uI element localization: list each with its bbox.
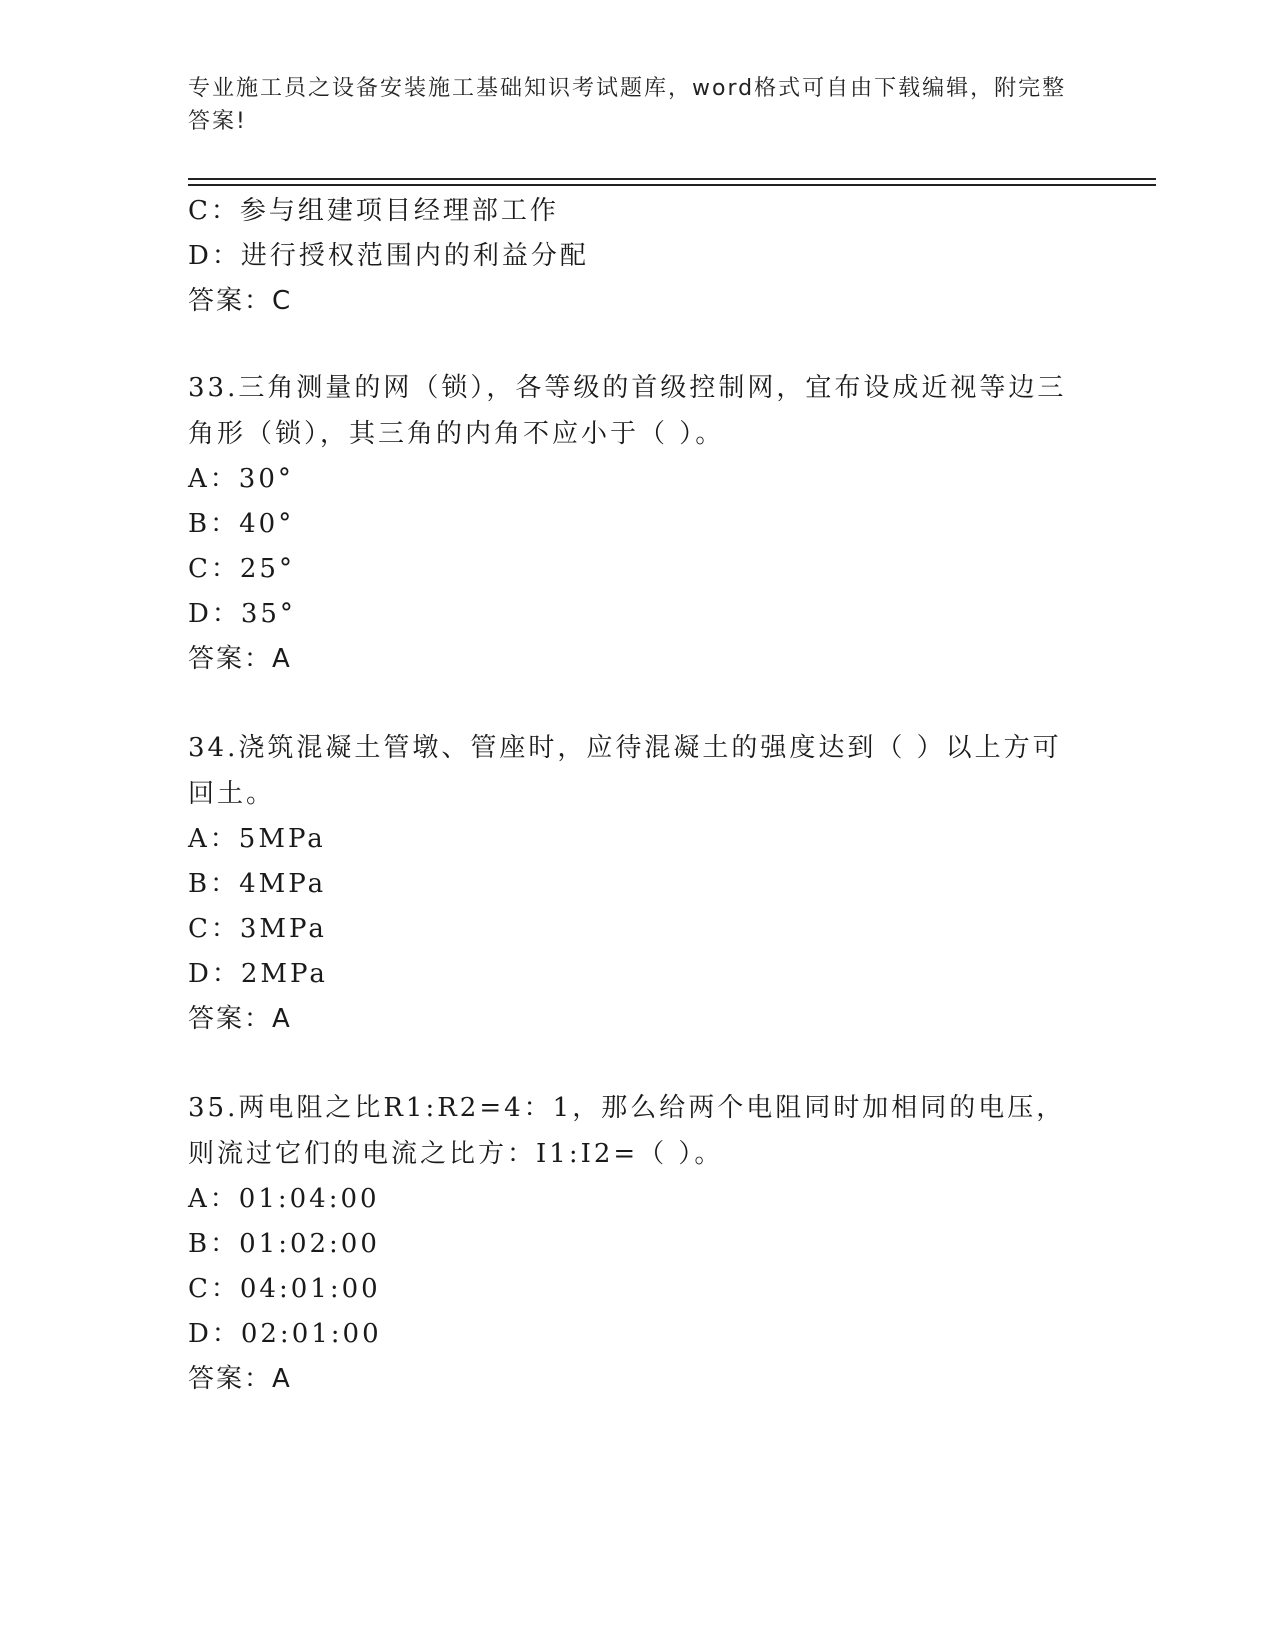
q33-answer: 答案：A (188, 644, 292, 674)
q34-stem: 34.浇筑混凝土管墩、管座时，应待混凝土的强度达到（ ）以上方可回土。 (188, 733, 1062, 809)
q35-stem: 35.两电阻之比R1:R2=4：1，那么给两个电阻同时加相同的电压，则流过它们的电流之比方：I1:I2=（ ）。 (188, 1093, 1066, 1169)
q34-option-b: B：4MPa (188, 869, 327, 899)
q35-option-d: D：02:01:00 (188, 1319, 382, 1349)
q34-option-d: D：2MPa (188, 959, 328, 989)
q33-option-a: A：30° (188, 464, 294, 494)
q35-option-c: C：04:01:00 (188, 1274, 381, 1304)
header-divider-top (188, 178, 1156, 180)
q33-option-c: C：25° (188, 554, 295, 584)
q35-option-a: A：01:04:00 (188, 1184, 380, 1214)
q32-answer: 答案：C (188, 286, 293, 316)
q33-stem: 33.三角测量的网（锁），各等级的首级控制网，宜布设成近视等边三角形（锁），其三角的内角不应小于（ ）。 (188, 373, 1067, 449)
header-divider-bottom (188, 184, 1156, 186)
q35-option-b: B：01:02:00 (188, 1229, 380, 1259)
q34-option-c: C：3MPa (188, 914, 327, 944)
q35-answer: 答案：A (188, 1364, 292, 1394)
q34-option-a: A：5MPa (188, 824, 326, 854)
q33-option-d: D：35° (188, 599, 296, 629)
q34-answer: 答案：A (188, 1004, 292, 1034)
q33-option-b: B：40° (188, 509, 295, 539)
q32-option-c: C：参与组建项目经理部工作 (188, 196, 559, 226)
q32-option-d: D：进行授权范围内的利益分配 (188, 241, 589, 271)
document-header: 专业施工员之设备安装施工基础知识考试题库，word格式可自由下载编辑，附完整答案! (188, 76, 1067, 134)
